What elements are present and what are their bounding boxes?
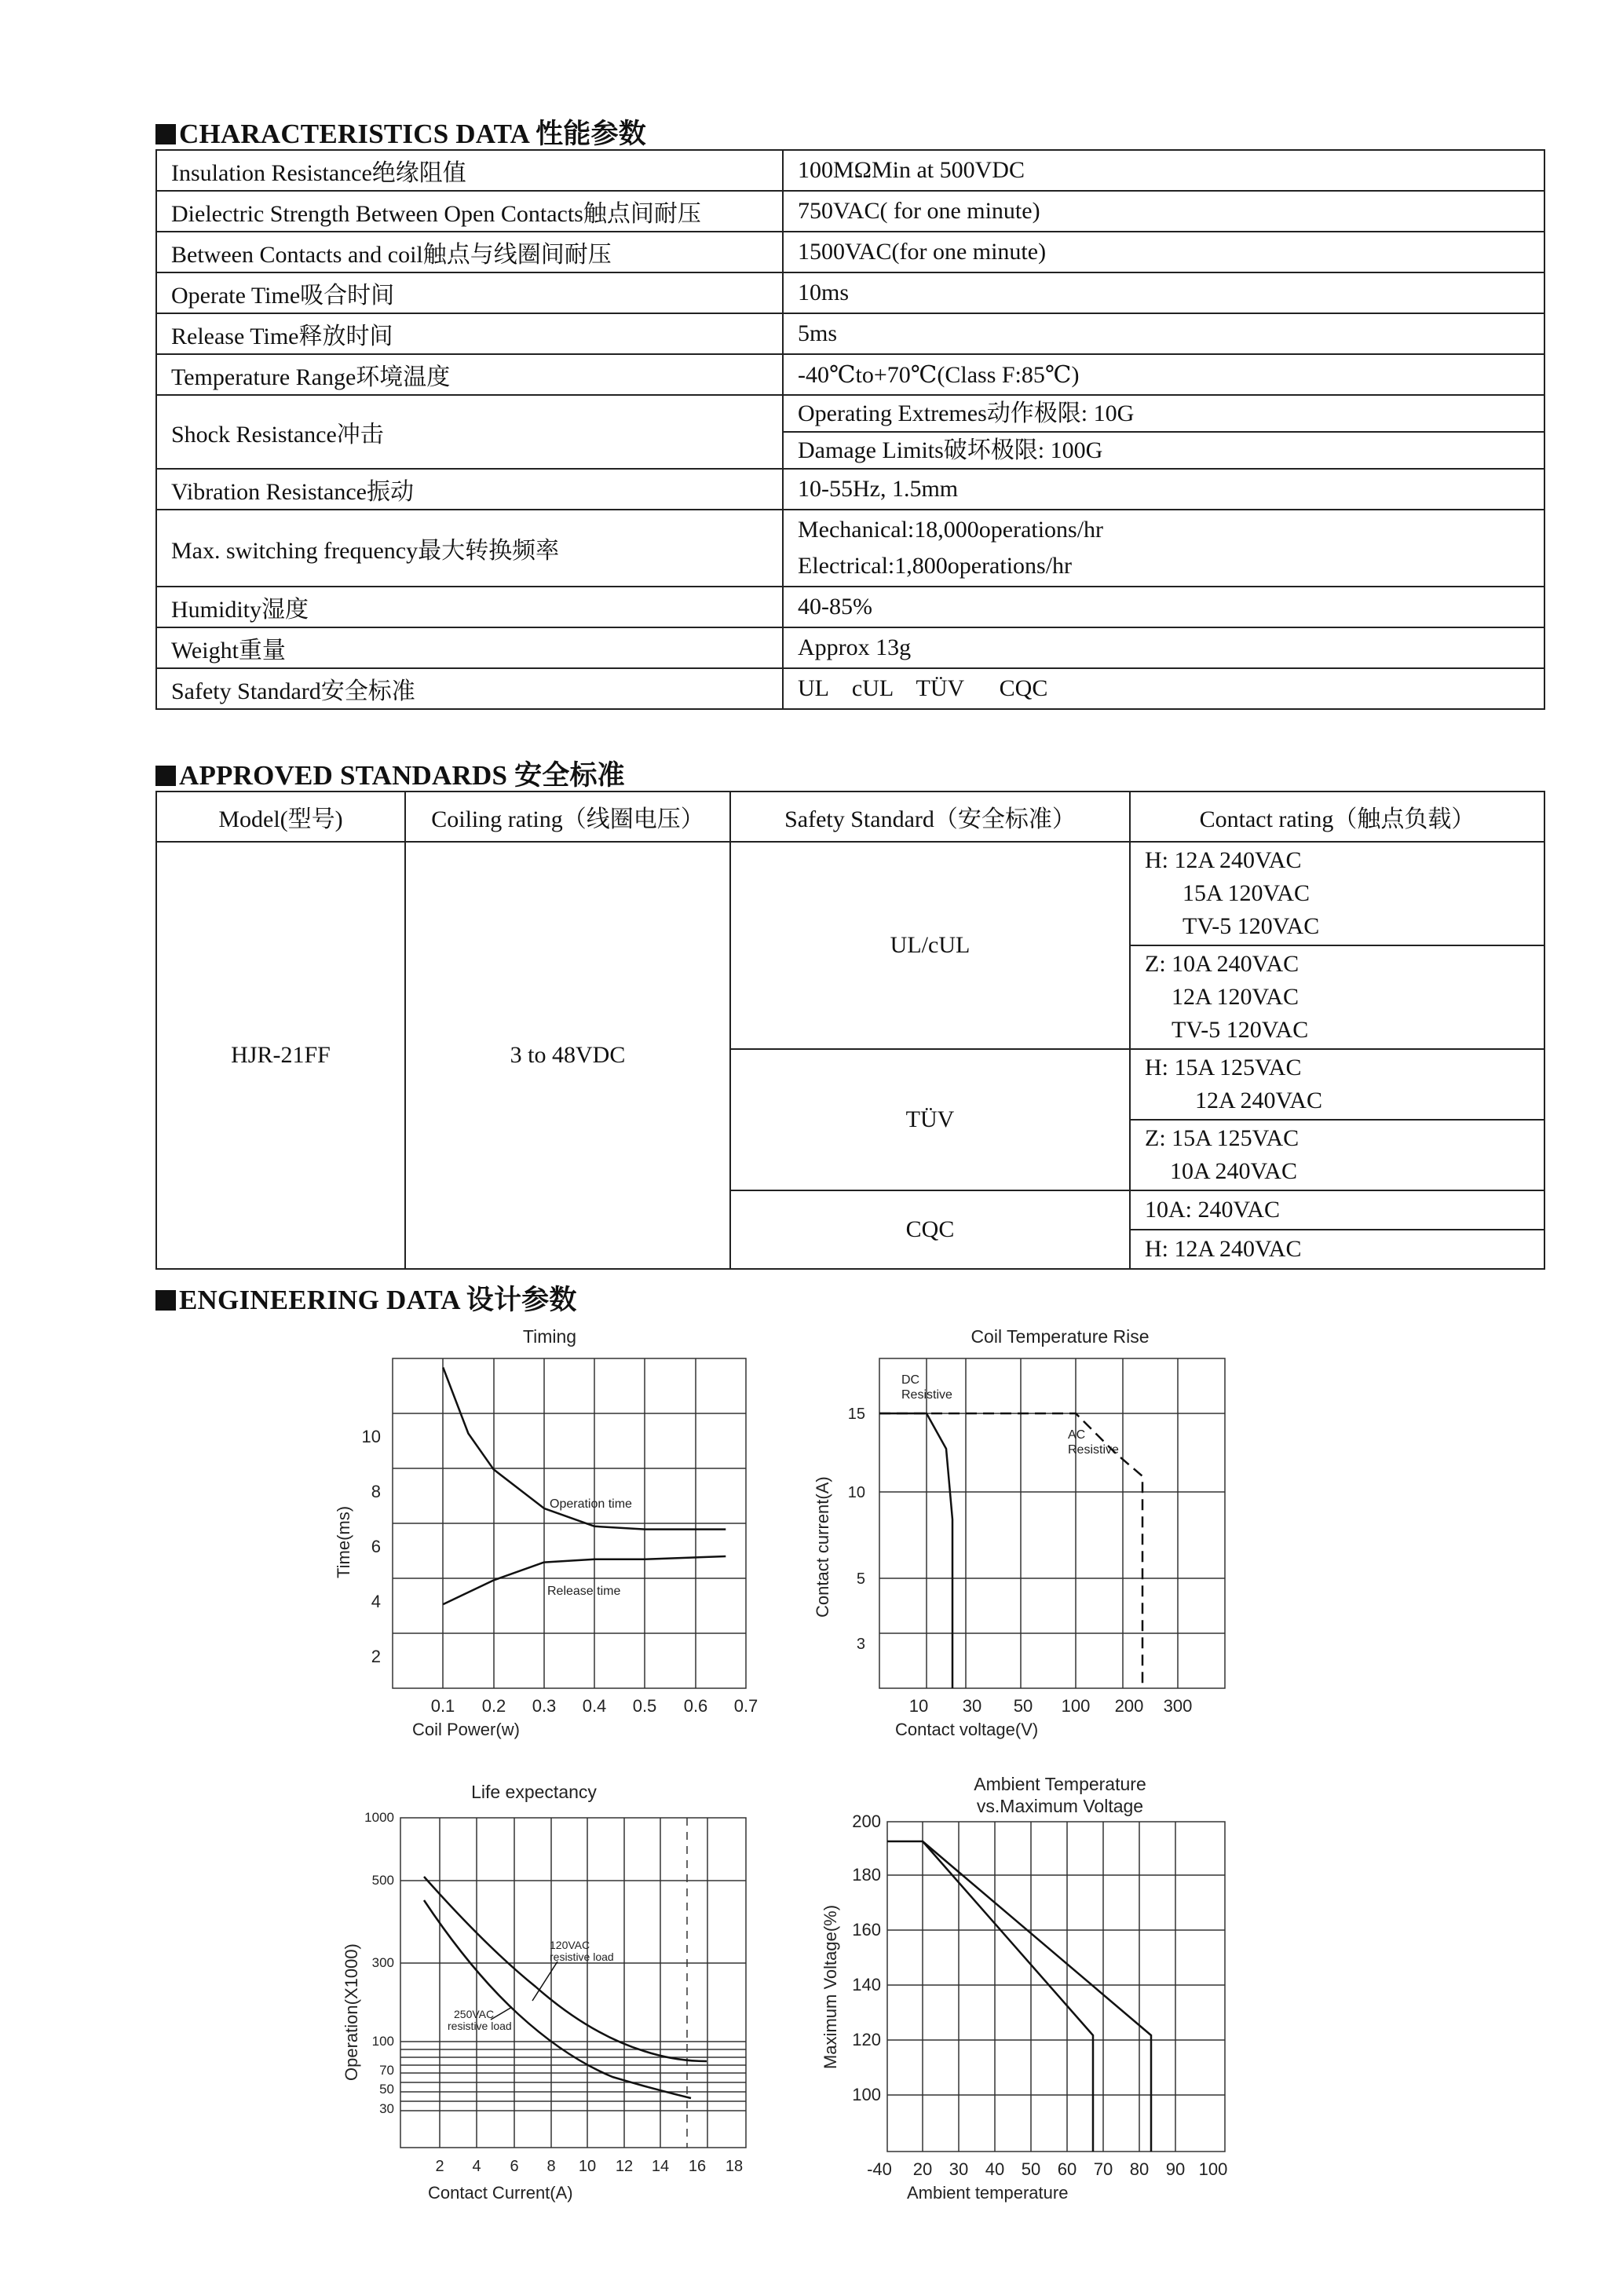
y-tick: 180 [852, 1865, 881, 1885]
series-120vac-line [424, 1877, 707, 2061]
x-tick: 70 [1093, 2159, 1113, 2179]
rating-cqc [1130, 1190, 1544, 1269]
x-tick: 100 [1061, 1696, 1091, 1716]
header-model: Model(型号) [156, 792, 405, 842]
x-tick: 20 [912, 2159, 933, 2179]
row-value: Approx 13g [783, 627, 1544, 668]
row-value: 10ms [783, 272, 1544, 313]
table-row [156, 842, 1544, 945]
x-tick: 30 [949, 2159, 969, 2179]
annotation-120vac-load: resistive load [550, 1951, 614, 1963]
y-axis-label: Time(ms) [334, 1505, 353, 1578]
x-tick: 0.4 [582, 1696, 607, 1716]
row-label: Shock Resistance冲击 [156, 395, 783, 469]
series-upper-line [923, 1841, 1151, 2152]
x-tick: 18 [725, 2158, 744, 2175]
characteristics-table [155, 149, 1545, 710]
y-tick: 30 [379, 2101, 394, 2116]
x-tick: 10 [578, 2158, 597, 2175]
y-tick: 5 [856, 1570, 865, 1588]
life-expectancy-chart [330, 1775, 785, 2226]
x-tick: 80 [1129, 2159, 1150, 2179]
rating-ul-z: Z: 10A 240VAC 12A 120VAC TV-5 120VAC [1130, 945, 1544, 1049]
x-tick: 50 [1013, 1696, 1033, 1716]
model-cell: HJR-21FF [156, 842, 405, 1269]
series-250vac-line [424, 1900, 691, 2098]
row-label: Operate Time吸合时间 [156, 272, 783, 313]
chart-title-line2: vs.Maximum Voltage [976, 1796, 1144, 1816]
y-tick: 15 [847, 1406, 865, 1423]
grid [879, 1358, 1225, 1688]
series-dc-line [879, 1413, 952, 1688]
rating-ul-h: H: 12A 240VAC 15A 120VAC TV-5 120VAC [1130, 842, 1544, 945]
annotation-120vac: 120VAC [550, 1939, 590, 1951]
annotation-release: Release time [547, 1585, 621, 1598]
row-label: Weight重量 [156, 627, 783, 668]
table-row [156, 272, 1544, 313]
y-tick: 10 [361, 1427, 381, 1446]
annotation-operation: Operation time [550, 1497, 632, 1511]
row-value: 10-55Hz, 1.5mm [783, 469, 1544, 510]
x-tick: 0.6 [683, 1696, 708, 1716]
square-bullet-icon [155, 1290, 176, 1311]
row-value: 5ms [783, 313, 1544, 354]
x-axis-label: Contact Current(A) [428, 2183, 573, 2203]
table-row [156, 627, 1544, 668]
chart-title: Coil Temperature Rise [971, 1326, 1150, 1347]
y-tick: 120 [852, 2030, 881, 2049]
series-group [443, 1368, 726, 1605]
y-tick: 8 [371, 1482, 381, 1501]
square-bullet-icon [155, 766, 176, 786]
table-row [156, 191, 1544, 232]
header-contact: Contact rating（触点负载） [1130, 792, 1544, 842]
x-tick: 12 [615, 2158, 634, 2175]
annotation-250vac: 250VAC [454, 2008, 495, 2020]
row-label: Temperature Range环境温度 [156, 354, 783, 395]
row-value: -40℃to+70℃(Class F:85℃) [783, 354, 1544, 395]
y-tick: 300 [371, 1955, 394, 1970]
table-row [156, 469, 1544, 510]
table-row [156, 668, 1544, 709]
chart-title-line1: Ambient Temperature [974, 1774, 1146, 1794]
x-tick: 0.3 [532, 1696, 557, 1716]
x-tick: 40 [985, 2159, 1005, 2179]
row-label: Humidity湿度 [156, 587, 783, 627]
x-tick: 100 [1198, 2159, 1228, 2179]
annotation-ac-resistive: Resistive [1068, 1443, 1119, 1457]
timing-chart [314, 1319, 769, 1763]
y-tick: 4 [371, 1592, 381, 1611]
table-row [156, 313, 1544, 354]
x-tick: 0.7 [733, 1696, 758, 1716]
x-tick: 14 [651, 2158, 670, 2175]
row-label: Max. switching frequency最大转换频率 [156, 510, 783, 587]
y-tick: 1000 [364, 1810, 394, 1825]
table-row [156, 395, 1544, 469]
x-tick: 200 [1114, 1696, 1144, 1716]
row-label: Safety Standard安全标准 [156, 668, 783, 709]
square-bullet-icon [155, 124, 176, 144]
coil-cell: 3 to 48VDC [405, 842, 730, 1269]
table-row [156, 510, 1544, 587]
y-tick: 10 [847, 1484, 865, 1501]
safety-ul: UL/cUL [730, 842, 1130, 1049]
grid [887, 1822, 1225, 2152]
x-tick: -40 [867, 2159, 892, 2179]
row-value: UL cUL TÜV CQC [783, 668, 1544, 709]
x-tick: 16 [688, 2158, 707, 2175]
table-row [156, 587, 1544, 627]
annotation-dc: DC [901, 1373, 920, 1387]
y-tick: 2 [371, 1647, 381, 1666]
y-tick: 140 [852, 1975, 881, 1994]
x-axis-label: Coil Power(w) [412, 1720, 520, 1739]
rating-cqc-1: 10A: 240VAC [1131, 1191, 1544, 1230]
rating-tuv-z: Z: 15A 125VAC 10A 240VAC [1130, 1120, 1544, 1190]
y-tick: 6 [371, 1537, 381, 1556]
y-tick: 70 [379, 2063, 394, 2078]
coil-temperature-chart [801, 1319, 1256, 1763]
safety-cqc: CQC [730, 1190, 1130, 1269]
row-label: Vibration Resistance振动 [156, 469, 783, 510]
y-axis-label: Maximum Voltage(%) [821, 1904, 840, 2069]
header-safety: Safety Standard（安全标准） [730, 792, 1130, 842]
row-label: Between Contacts and coil触点与线圈间耐压 [156, 232, 783, 272]
x-tick: 2 [435, 2158, 444, 2175]
y-tick: 100 [852, 2085, 881, 2104]
x-tick: 8 [546, 2158, 556, 2175]
approved-standards-table [155, 791, 1545, 1270]
annotation-dc-resistive: Resistive [901, 1388, 952, 1402]
grid [393, 1358, 746, 1688]
row-value: 1500VAC(for one minute) [783, 232, 1544, 272]
shock-operating: Operating Extremes动作极限: 10G [798, 400, 1135, 426]
table-row [156, 354, 1544, 395]
rating-cqc-2: H: 12A 240VAC [1145, 1236, 1302, 1262]
row-value: 40-85% [783, 587, 1544, 627]
rating-tuv-h: H: 15A 125VAC 12A 240VAC [1130, 1049, 1544, 1120]
x-tick: 50 [1021, 2159, 1041, 2179]
x-tick: 0.2 [481, 1696, 506, 1716]
x-tick: 0.1 [430, 1696, 455, 1716]
header-coil: Coiling rating（线圈电压） [405, 792, 730, 842]
row-label: Insulation Resistance绝缘阻值 [156, 150, 783, 191]
y-axis-label: Operation(X1000) [342, 1943, 361, 2081]
x-tick: 30 [962, 1696, 982, 1716]
y-tick: 50 [379, 2082, 394, 2097]
approved-heading: APPROVED STANDARDS 安全标准 [155, 754, 625, 793]
row-label: Release Time释放时间 [156, 313, 783, 354]
x-tick: 90 [1165, 2159, 1186, 2179]
safety-tuv: TÜV [730, 1049, 1130, 1190]
x-tick: 4 [472, 2158, 481, 2175]
annotation-250vac-load: resistive load [448, 2020, 512, 2032]
engineering-heading: ENGINEERING DATA 设计参数 [155, 1278, 577, 1318]
y-tick: 200 [852, 1812, 881, 1831]
x-tick: 60 [1057, 2159, 1077, 2179]
row-value [783, 395, 1544, 469]
grid [400, 1818, 746, 2148]
row-label: Dielectric Strength Between Open Contacts触点间耐压 [156, 191, 783, 232]
annotation-ac: AC [1068, 1428, 1086, 1442]
row-value [783, 510, 1544, 587]
table-row [156, 150, 1544, 191]
row-value: 750VAC( for one minute) [783, 191, 1544, 232]
y-axis-label: Contact current(A) [813, 1476, 832, 1618]
switching-mechanical: Mechanical:18,000operations/hr [798, 517, 1104, 543]
characteristics-heading: CHARACTERISTICS DATA 性能参数 [155, 112, 646, 152]
table-header-row [156, 792, 1544, 842]
y-tick: 160 [852, 1920, 881, 1940]
chart-title: Life expectancy [471, 1782, 597, 1802]
x-axis-label: Ambient temperature [907, 2183, 1069, 2203]
x-axis-label: Contact voltage(V) [895, 1720, 1039, 1739]
table-row [156, 232, 1544, 272]
y-tick: 3 [856, 1636, 865, 1653]
row-value: 100MΩMin at 500VDC [783, 150, 1544, 191]
x-tick: 0.5 [632, 1696, 657, 1716]
ambient-temperature-chart [809, 1775, 1264, 2226]
x-tick: 6 [510, 2158, 519, 2175]
y-tick: 100 [371, 2034, 394, 2049]
x-tick: 300 [1163, 1696, 1193, 1716]
x-tick: 10 [908, 1696, 929, 1716]
switching-electrical: Electrical:1,800operations/hr [798, 553, 1073, 579]
shock-damage: Damage Limits破坏极限: 100G [784, 431, 1544, 468]
y-tick: 500 [371, 1873, 394, 1888]
chart-title: Timing [522, 1326, 577, 1347]
series-lower-line [887, 1841, 1093, 2152]
